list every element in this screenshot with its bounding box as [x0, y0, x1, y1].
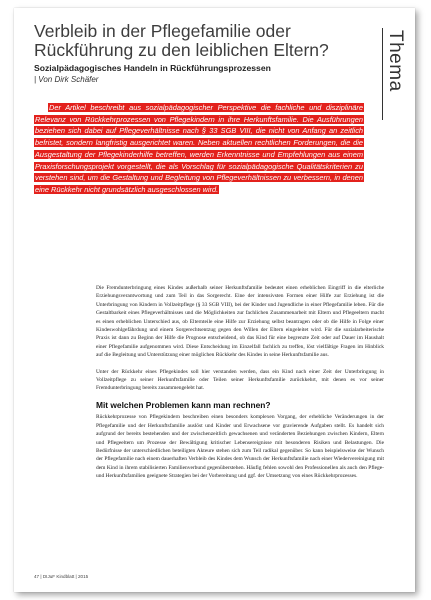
body-paragraph: Unter der Rückkehr eines Pflegekindes soll hier verstanden werden, dass ein Kind nach einer Zeit der Unterbringung in Vollzeitpflege zu seiner Herkunftsfamilie oder Teilen seiner Herkunftsfamilie zurückkehrt, mit denen es vor seiner Fremdunterbringung bereits zusammengelebt hat. [96, 368, 384, 392]
article-abstract [34, 102, 364, 196]
body-paragraph: Rückkehrprozesse von Pflegekindern beschreiben einen besonders komplexen Vorgang, der erhebliche Veränderungen in der Pflegefamilie und der Herkunftsfamilie auslöst und Kinder und Erwachsene vor gravierende Aufgaben stellt. Es handelt sich aufgrund der bereits bestehenden und der zwischenzeitlich gewachsenen und veränderten Beziehungen zwischen Kindern, Eltern und Pflegeeltern um Prozesse der Bewältigung kritischer Lebensereignisse mit besonderen Risiken und Belastungen. Die Bedürfnisse der unterschiedlichen beteiligten Akteure stehen sich zum Teil radikal gegenüber. So kann beispielsweise der Wunsch der Pflegefamilie nach einem dauerhaften Verbleib des Kindes dem Wunsch der Herkunftsfamilie nach einer Wiedervereinigung mit dem Kind in ihrem stabilisierten Familienverbund gegenüberstehen. Häufig fehlen sowohl den Professionellen als auch den Pflege- und Herkunftsfamilien geeignete Strategien bei der Vorbereitung und ggf. der Umsetzung von eines Rückkehrprozesses. [96, 414, 384, 480]
article-author: | Von Dirk Schäfer [34, 75, 99, 84]
page-footer: 47 | DIJuF Kindblatt | 2015 [34, 574, 89, 579]
document-page [14, 8, 415, 592]
section-label-text: Thema [385, 30, 406, 92]
section-label [376, 30, 406, 120]
body-paragraph: Die Fremdunterbringung eines Kindes außerhalb seiner Herkunftsfamilie bedeutet einen erheblichen Eingriff in die elterliche Erziehungsverantwortung und zum Teil in das Sorgerecht. Eine der intensivsten Formen einer Hilfe zur Erziehung ist die Unterbringung von Kindern in Vollzeitpflege (§ 33 SGB VIII), bei der Kinder und Jugendliche in einer Pflegefamilie leben. Für die Gestaltbarkeit eines Pflegeverhältnisses und die Möglichkeiten zur fachlichen Zusammenarbeit mit Eltern und Pflegeeltern macht es einen erheblichen Unterschied aus, ob Elternteile eine Hilfe zur Erziehung selbst beantragen oder ob die Hilfe in Folge einer Kindeswohlgefährdung und einem Sorgerechtsentzug gegen den Willen der Eltern eingeleitet wird. Für die sozialarbeiterische Praxis ist dann zu Beginn der Hilfe die Prognose entscheidend, ob das Kind für eine begrenzte Zeit oder auf Dauer im Haushalt einer Pflegefamilie aufgenommen wird. Diese Entscheidung im Einzelfall fachlich zu treffen, löst vielfältige Fragen im Hinblick auf die Begleitung und Unterstützung einer möglichen Rückkehr des Kindes in seine Herkunftsfamilie aus. [96, 285, 384, 359]
article-title: Verbleib in der Pflegefamilie oder Rückführung zu den leiblichen Eltern? [34, 21, 329, 60]
abstract-text: Der Artikel beschreibt aus sozialpädagogischer Perspektive die fachliche und disziplinäre Relevanz von Rückkehrprozessen von Pflegekindern in ihre Herkunftsfamilie. Die Ausführungen beziehen sich dabei auf Pflegeverhältnisse nach § 33 SGB VIII, die nicht von Anfang an zeitlich befristet, sondern langfristig ausgerichtet waren. Neben aktuellen rechtlichen Forderungen, die die Ausgestaltung der Pflegekinderhilfe betreffen, werden Erkenntnisse und Empfehlungen aus einem Praxisforschungsprojekt vorgestellt, die als Vorschlag für sozialpädagogische Qualitätskriterien zu verstehen sind, um die Gestaltung und Begleitung von Pflegeverhältnissen zu verbessern, in denen eine Rückkehr nicht grundsätzlich ausgeschlossen wird. [35, 103, 363, 194]
article-subtitle: Sozialpädagogisches Handeln in Rückführungsprozessen [34, 63, 271, 73]
section-heading: Mit welchen Problemen kann man rechnen? [96, 399, 271, 410]
article-body [96, 284, 384, 489]
